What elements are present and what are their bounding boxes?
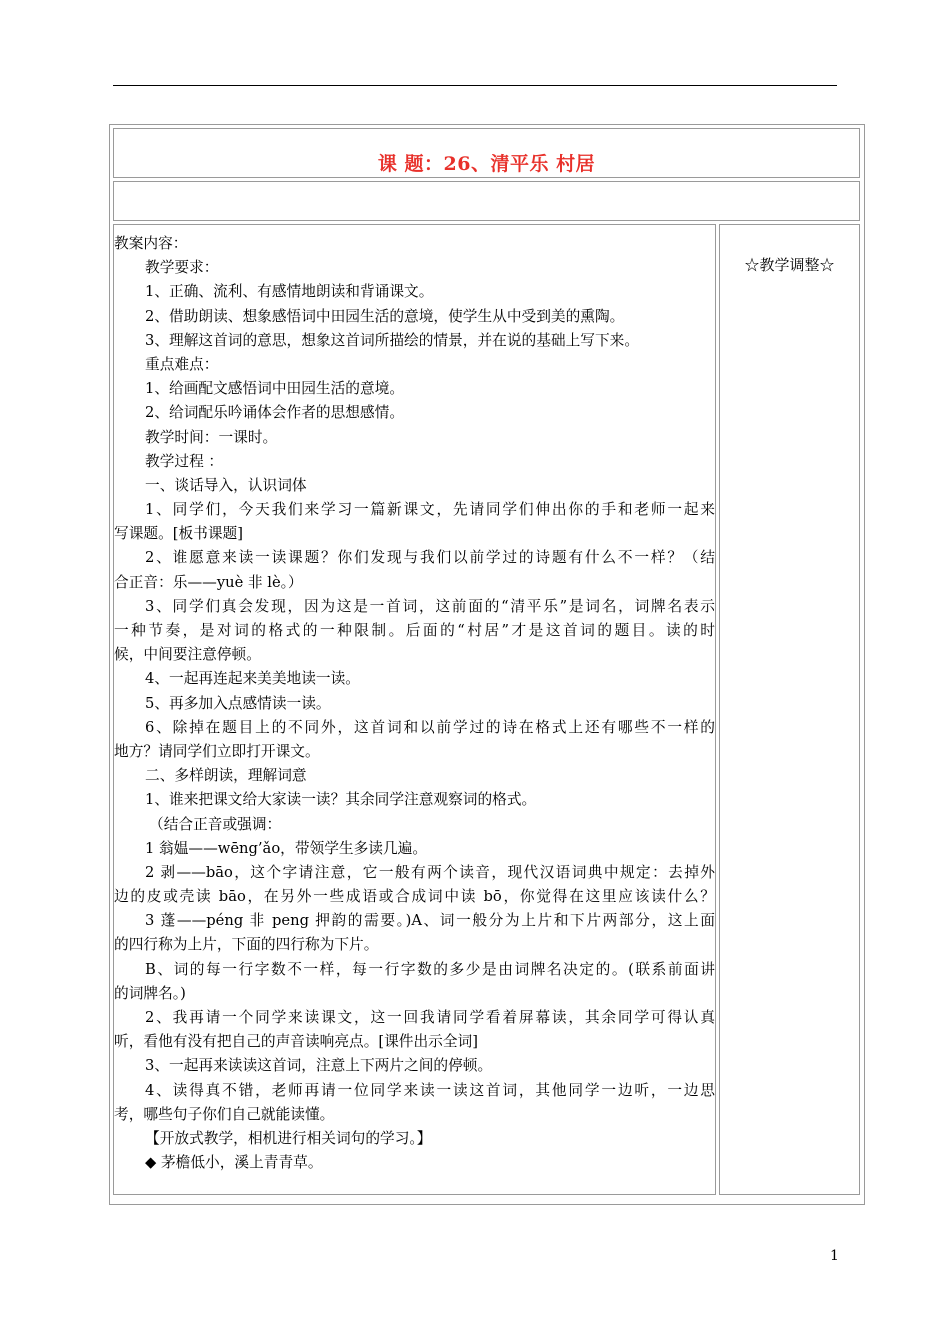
lesson-content-cell bbox=[113, 224, 716, 1195]
content-line: 的词牌名。) bbox=[114, 984, 186, 1002]
content-line: 地方？请同学们立即打开课文。 bbox=[114, 742, 320, 760]
content-line: 一、谈话导入，认识词体 bbox=[145, 476, 307, 494]
content-line: 候，中间要注意停顿。 bbox=[114, 646, 261, 664]
content-line: 2、谁愿意来读一读课题？你们发现与我们以前学过的诗题有什么不一样？（结 bbox=[145, 549, 715, 567]
page-number: 1 bbox=[830, 1248, 839, 1264]
content-line: 2、给词配乐吟诵体会作者的思想感情。 bbox=[145, 404, 405, 422]
content-line: 4、一起再连起来美美地读一读。 bbox=[145, 670, 360, 688]
content-line: 6、除掉在题目上的不同外，这首词和以前学过的诗在格式上还有哪些不一样的 bbox=[145, 718, 715, 736]
content-line: 重点难点： bbox=[145, 355, 219, 373]
content-line: 3、理解这首词的意思，想象这首词所描绘的情景，并在说的基础上写下来。 bbox=[145, 331, 640, 349]
content-line: 3 蓬——péng 非 peng 押韵的需要。)A、词一般分为上片和下片两部分，这上面 bbox=[145, 912, 715, 930]
content-line: 写课题。[板书课题] bbox=[114, 525, 243, 543]
content-line: 2、借助朗读、想象感悟词中田园生活的意境，使学生从中受到美的熏陶。 bbox=[145, 307, 625, 325]
content-line: 4、读得真不错，老师再请一位同学来读一读这首词，其他同学一边听，一边思 bbox=[145, 1081, 715, 1099]
header-rule bbox=[113, 85, 837, 86]
content-line: 3、一起再来读读这首词，注意上下两片之间的停顿。 bbox=[145, 1057, 493, 1075]
content-line: 1、正确、流利、有感情地朗读和背诵课文。 bbox=[145, 283, 434, 301]
content-line: 5、再多加入点感情读一读。 bbox=[145, 694, 331, 712]
content-line: ◆ 茅檐低小，溪上青青草。 bbox=[145, 1154, 323, 1172]
lesson-title: 课 题：26、清平乐 村居 bbox=[377, 153, 596, 175]
content-line: 听，看他有没有把自己的声音读响亮点。[课件出示全词] bbox=[114, 1033, 478, 1051]
lesson-content bbox=[114, 232, 715, 1175]
content-line: B、词的每一行字数不一样，每一行字数的多少是由词牌名决定的。(联系前面讲 bbox=[145, 960, 715, 978]
content-line: 1 翁媪——wēng’ǎo，带领学生多读几遍。 bbox=[145, 839, 428, 857]
blank-row bbox=[113, 181, 860, 221]
teaching-adjustment-cell bbox=[719, 224, 860, 1195]
content-line: 边的皮或壳读 bāo，在另外一些成语或合成词中读 bō，你觉得在这里应该读什么？ bbox=[114, 888, 715, 906]
content-line: 2、我再请一个同学来读课文，这一回我请同学看着屏幕读，其余同学可得认真 bbox=[145, 1009, 715, 1026]
content-line: 1、同学们，今天我们来学习一篇新课文，先请同学们伸出你的手和老师一起来 bbox=[145, 501, 715, 519]
content-line: 3、同学们真会发现，因为这是一首词，这前面的“清平乐”是词名，词牌名表示 bbox=[145, 597, 715, 615]
content-line: 1、谁来把课文给大家读一读？其余同学注意观察词的格式。 bbox=[145, 791, 537, 809]
content-line: 教学时间：一课时。 bbox=[145, 428, 278, 446]
content-line: 1、给画配文感悟词中田园生活的意境。 bbox=[145, 380, 405, 398]
content-line: 教学要求： bbox=[145, 259, 219, 277]
title-row bbox=[113, 128, 860, 178]
content-line: 教学过程 ： bbox=[145, 452, 224, 470]
content-line: （结合正音或强调： bbox=[149, 815, 282, 833]
content-line: 【开放式教学，相机进行相关词句的学习。】 bbox=[145, 1129, 432, 1147]
content-line: 2 剥——bāo，这个字请注意，它一般有两个读音，现代汉语词典中规定：去掉外 bbox=[145, 863, 715, 881]
content-line: 考，哪些句子你们自己就能读懂。 bbox=[114, 1105, 335, 1123]
content-line: 教案内容： bbox=[114, 235, 188, 252]
content-line: 的四行称为上片，下面的四行称为下片。 bbox=[114, 936, 379, 954]
content-line: 一种节奏，是对词的格式的一种限制。后面的“村居”才是这首词的题目。读的时 bbox=[114, 622, 715, 639]
teaching-adjustment-label: ☆教学调整☆ bbox=[744, 256, 835, 274]
content-line: 合正音：乐——yuè 非 lè。） bbox=[114, 573, 303, 591]
content-line: 二、多样朗读，理解词意 bbox=[145, 767, 307, 785]
